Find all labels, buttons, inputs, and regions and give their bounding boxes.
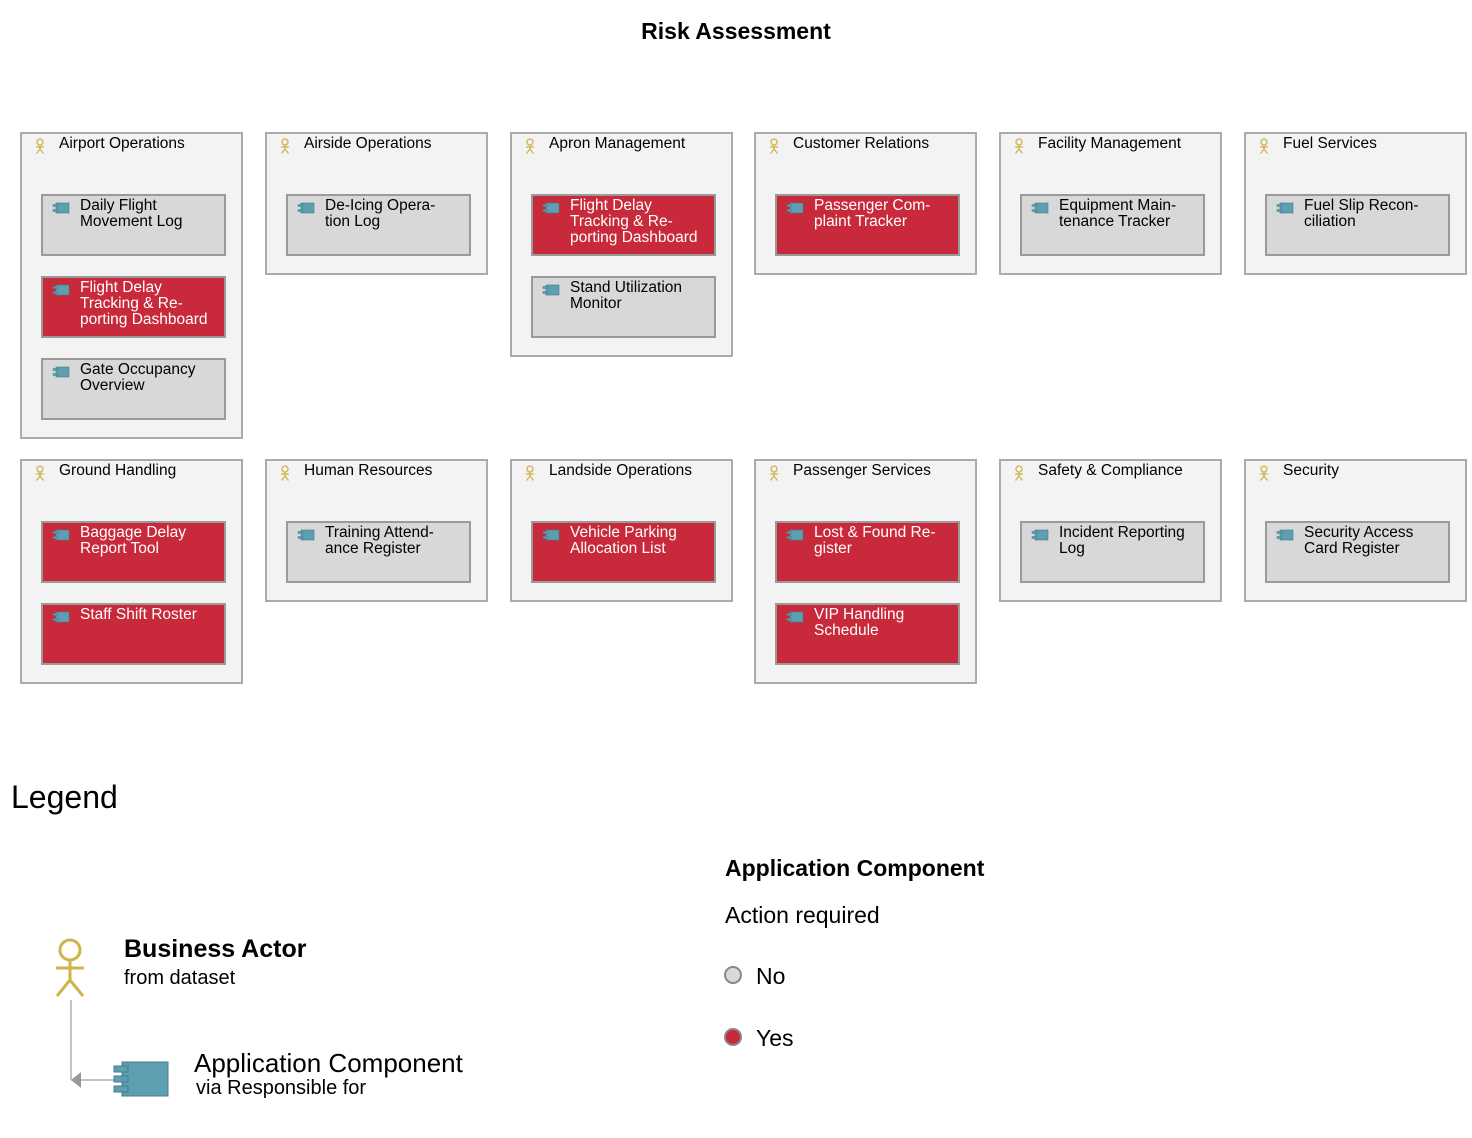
application-component-card[interactable] bbox=[41, 521, 226, 583]
business-actor-group[interactable] bbox=[510, 459, 733, 602]
component-name bbox=[814, 525, 954, 557]
application-component-card[interactable] bbox=[1265, 521, 1450, 583]
application-component-icon bbox=[1031, 529, 1049, 541]
business-actor-group[interactable] bbox=[20, 459, 243, 684]
application-component-icon bbox=[1276, 529, 1294, 541]
group-name: Airside Operations bbox=[304, 135, 432, 152]
component-name bbox=[80, 198, 220, 230]
application-component-icon bbox=[52, 284, 70, 296]
application-component-icon bbox=[542, 284, 560, 296]
business-actor-group[interactable] bbox=[510, 132, 733, 357]
component-name bbox=[570, 525, 710, 557]
component-name bbox=[570, 198, 710, 246]
component-name-line: Equipment Main- bbox=[1059, 197, 1177, 214]
group-name: Airport Operations bbox=[59, 135, 185, 152]
business-actor-group[interactable] bbox=[1244, 459, 1467, 602]
component-name-line: ciliation bbox=[1304, 213, 1356, 230]
business-actor-icon bbox=[768, 138, 780, 154]
business-actor-group[interactable] bbox=[265, 459, 488, 602]
component-name bbox=[80, 280, 220, 328]
component-name-line: Security Access bbox=[1304, 524, 1414, 541]
component-name-line: Schedule bbox=[814, 622, 879, 639]
group-header bbox=[1258, 462, 1461, 482]
business-actor-icon bbox=[279, 138, 291, 154]
legend-component-sublabel: via Responsible for bbox=[196, 1077, 367, 1099]
legend-actor-sublabel: from dataset bbox=[124, 967, 236, 989]
legend-actor-icon bbox=[52, 938, 88, 998]
group-name: Fuel Services bbox=[1283, 135, 1377, 152]
component-name-line: Flight Delay bbox=[570, 197, 652, 214]
legend-attribute-title: Application Component bbox=[725, 855, 985, 881]
legend-option-label: Yes bbox=[756, 1025, 794, 1051]
business-actor-icon bbox=[1013, 465, 1025, 481]
component-name-line: Movement Log bbox=[80, 213, 183, 230]
component-name bbox=[570, 280, 710, 312]
legend-attribute-subtitle: Action required bbox=[725, 902, 880, 928]
group-name: Ground Handling bbox=[59, 462, 177, 479]
component-name-line: Passenger Com- bbox=[814, 197, 931, 214]
component-name-line: gister bbox=[814, 540, 852, 557]
application-component-card[interactable] bbox=[1020, 194, 1205, 256]
legend-component-icon bbox=[112, 1060, 172, 1098]
group-name: Safety & Compliance bbox=[1038, 462, 1183, 479]
group-header bbox=[279, 462, 482, 482]
application-component-card[interactable] bbox=[41, 358, 226, 420]
application-component-icon bbox=[1276, 202, 1294, 214]
component-name-line: Card Register bbox=[1304, 540, 1400, 557]
component-name-line: tion Log bbox=[325, 213, 381, 230]
application-component-icon bbox=[52, 529, 70, 541]
component-name bbox=[1059, 198, 1199, 230]
component-name-line: Baggage Delay bbox=[80, 524, 186, 541]
group-name: Human Resources bbox=[304, 462, 433, 479]
application-component-icon bbox=[786, 611, 804, 623]
component-name bbox=[325, 198, 465, 230]
component-name bbox=[1059, 525, 1199, 557]
component-name-line: VIP Handling bbox=[814, 606, 905, 623]
yes-color-swatch bbox=[724, 1028, 742, 1046]
business-actor-icon bbox=[524, 465, 536, 481]
application-component-icon bbox=[1031, 202, 1049, 214]
business-actor-icon bbox=[34, 465, 46, 481]
application-component-card[interactable] bbox=[531, 194, 716, 256]
component-name-line: Flight Delay bbox=[80, 279, 162, 296]
group-header bbox=[34, 135, 237, 155]
group-name: Landside Operations bbox=[549, 462, 693, 479]
component-name-line: ance Register bbox=[325, 540, 421, 557]
business-actor-group[interactable] bbox=[265, 132, 488, 275]
component-name-line: Overview bbox=[80, 377, 145, 394]
legend-title: Legend bbox=[11, 779, 118, 815]
group-header bbox=[279, 135, 482, 155]
application-component-card[interactable] bbox=[1020, 521, 1205, 583]
component-name-line: Fuel Slip Recon- bbox=[1304, 197, 1419, 214]
component-name-line: Training Attend- bbox=[325, 524, 434, 541]
business-actor-icon bbox=[34, 138, 46, 154]
business-actor-group[interactable] bbox=[999, 459, 1222, 602]
business-actor-group[interactable] bbox=[1244, 132, 1467, 275]
component-name-line: porting Dashboard bbox=[80, 311, 208, 328]
application-component-card[interactable] bbox=[41, 194, 226, 256]
component-name-line: Log bbox=[1059, 540, 1085, 557]
application-component-icon bbox=[786, 202, 804, 214]
business-actor-icon bbox=[1013, 138, 1025, 154]
business-actor-icon bbox=[524, 138, 536, 154]
legend-actor-label: Business Actor bbox=[124, 935, 307, 963]
group-header bbox=[1013, 462, 1216, 482]
application-component-icon bbox=[52, 202, 70, 214]
application-component-icon bbox=[542, 202, 560, 214]
component-name-line: Tracking & Re- bbox=[80, 295, 183, 312]
group-header bbox=[524, 135, 727, 155]
application-component-card[interactable] bbox=[775, 194, 960, 256]
application-component-icon bbox=[52, 611, 70, 623]
group-header bbox=[524, 462, 727, 482]
component-name bbox=[814, 198, 954, 230]
component-name-line: Staff Shift Roster bbox=[80, 606, 197, 623]
component-name bbox=[325, 525, 465, 557]
application-component-icon bbox=[52, 366, 70, 378]
component-name-line: Lost & Found Re- bbox=[814, 524, 936, 541]
component-name bbox=[1304, 525, 1444, 557]
component-name-line: plaint Tracker bbox=[814, 213, 908, 230]
application-component-card[interactable] bbox=[286, 521, 471, 583]
group-name: Security bbox=[1283, 462, 1339, 479]
business-actor-icon bbox=[1258, 465, 1270, 481]
component-name-line: De-Icing Opera- bbox=[325, 197, 436, 214]
business-actor-icon bbox=[279, 465, 291, 481]
business-actor-group[interactable] bbox=[754, 459, 977, 684]
component-name-line: Monitor bbox=[570, 295, 622, 312]
component-name-line: Daily Flight bbox=[80, 197, 157, 214]
component-name-line: porting Dashboard bbox=[570, 229, 698, 246]
component-name-line: Gate Occupancy bbox=[80, 361, 196, 378]
group-header bbox=[1013, 135, 1216, 155]
application-component-card[interactable] bbox=[775, 521, 960, 583]
application-component-card[interactable] bbox=[1265, 194, 1450, 256]
component-name-line: Tracking & Re- bbox=[570, 213, 673, 230]
no-color-swatch bbox=[724, 966, 742, 984]
application-component-icon bbox=[297, 529, 315, 541]
application-component-card[interactable] bbox=[531, 276, 716, 338]
component-name bbox=[80, 607, 220, 623]
component-name-line: Allocation List bbox=[570, 540, 666, 557]
component-name bbox=[80, 525, 220, 557]
business-actor-icon bbox=[768, 465, 780, 481]
component-name-line: Report Tool bbox=[80, 540, 159, 557]
application-component-card[interactable] bbox=[286, 194, 471, 256]
diagram-title: Risk Assessment bbox=[641, 18, 831, 44]
legend-component-label: Application Component bbox=[194, 1048, 463, 1078]
application-component-icon bbox=[297, 202, 315, 214]
group-name: Facility Management bbox=[1038, 135, 1182, 152]
application-component-card[interactable] bbox=[41, 603, 226, 665]
legend-option-label: No bbox=[756, 963, 786, 989]
application-component-card[interactable] bbox=[531, 521, 716, 583]
component-name-line: Stand Utilization bbox=[570, 279, 683, 296]
group-header bbox=[34, 462, 237, 482]
group-name: Customer Relations bbox=[793, 135, 930, 152]
application-component-card[interactable] bbox=[775, 603, 960, 665]
application-component-icon bbox=[542, 529, 560, 541]
application-component-card[interactable] bbox=[41, 276, 226, 338]
component-name-line: Vehicle Parking bbox=[570, 524, 677, 541]
group-header bbox=[1258, 135, 1461, 155]
application-component-icon bbox=[786, 529, 804, 541]
component-name-line: Incident Reporting bbox=[1059, 524, 1185, 541]
business-actor-group[interactable] bbox=[20, 132, 243, 439]
group-header bbox=[768, 462, 971, 482]
group-header bbox=[768, 135, 971, 155]
business-actor-group[interactable] bbox=[999, 132, 1222, 275]
business-actor-group[interactable] bbox=[754, 132, 977, 275]
component-name bbox=[80, 362, 220, 394]
group-name: Passenger Services bbox=[793, 462, 931, 479]
business-actor-icon bbox=[1258, 138, 1270, 154]
component-name-line: tenance Tracker bbox=[1059, 213, 1171, 230]
component-name bbox=[814, 607, 954, 639]
component-name bbox=[1304, 198, 1444, 230]
group-name: Apron Management bbox=[549, 135, 686, 152]
